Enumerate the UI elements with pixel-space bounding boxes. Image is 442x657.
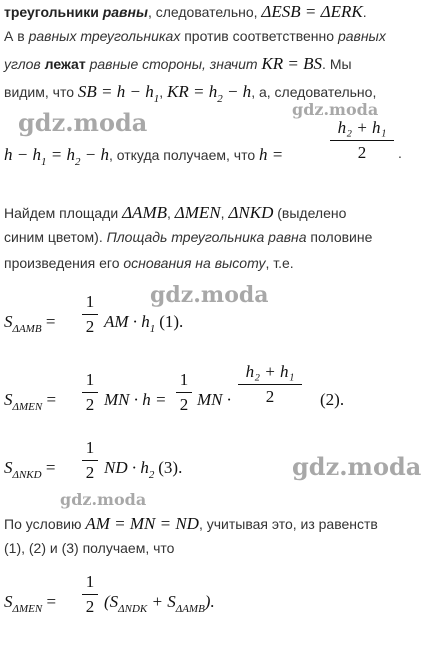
text: , учитывая это, из равенств bbox=[198, 516, 378, 532]
math: ). bbox=[204, 592, 215, 611]
math: MN · h = bbox=[104, 390, 167, 409]
math: = bbox=[45, 312, 56, 331]
subscript: 1 bbox=[149, 323, 156, 335]
text: . Мы bbox=[322, 56, 352, 72]
text: половине bbox=[306, 229, 373, 245]
text: углов bbox=[4, 56, 45, 72]
subscript: ΔNDK bbox=[118, 603, 148, 615]
text-line-4 bbox=[4, 82, 377, 105]
equation-tag: (2). bbox=[320, 390, 345, 409]
text-line-1 bbox=[4, 2, 367, 22]
para2-line-3 bbox=[4, 255, 294, 271]
para3-line-2 bbox=[4, 540, 174, 556]
denominator: 2 bbox=[85, 317, 95, 336]
text: Найдем площади bbox=[4, 205, 123, 221]
text-line-5 bbox=[4, 145, 284, 168]
numerator: 1 bbox=[82, 292, 98, 315]
math: ΔESB = ΔERK bbox=[261, 2, 363, 21]
fraction bbox=[82, 438, 98, 483]
denominator: 2 bbox=[85, 597, 95, 616]
text: равны bbox=[102, 4, 148, 20]
subscript: 2 bbox=[217, 93, 223, 105]
subscript: ΔAMB bbox=[12, 323, 42, 335]
text: (1), (2) и (3) получаем, что bbox=[4, 540, 175, 556]
math: = bbox=[45, 458, 56, 477]
numerator: h₂ + h₁ bbox=[330, 118, 394, 141]
text-line-3 bbox=[4, 54, 352, 74]
numerator: 1 bbox=[176, 370, 192, 393]
watermark: gdz.moda bbox=[150, 282, 269, 308]
denominator: 2 bbox=[85, 395, 95, 414]
math: AM · h bbox=[104, 312, 150, 331]
math: S bbox=[4, 312, 13, 331]
equation-2-mid bbox=[104, 390, 166, 410]
math: ΔNKD bbox=[228, 203, 274, 222]
math: AM = MN = ND bbox=[85, 514, 199, 533]
fraction bbox=[82, 292, 98, 337]
text: лежат bbox=[44, 56, 86, 72]
equation-3-rest bbox=[104, 458, 183, 481]
math: KR = h bbox=[167, 82, 218, 101]
fraction bbox=[238, 362, 302, 407]
text: видим, что bbox=[4, 84, 78, 100]
math: h − h bbox=[4, 145, 41, 164]
denominator: 2 bbox=[179, 395, 189, 414]
para2-line-1: Найдем площади ΔAMB, ΔMEN, ΔNKD (выделено bbox=[4, 203, 347, 222]
equation-tag: (1). bbox=[159, 312, 184, 331]
math: − h bbox=[222, 82, 252, 101]
fraction bbox=[82, 572, 98, 617]
text: против соответственно bbox=[180, 28, 338, 44]
text: . bbox=[398, 145, 402, 161]
subscript: ΔMEN bbox=[12, 401, 43, 413]
text: равные стороны, значит bbox=[85, 56, 262, 72]
text: равных треугольниках bbox=[28, 28, 181, 44]
equation-3 bbox=[4, 458, 56, 481]
subscript: 1 bbox=[40, 156, 47, 168]
math: + S bbox=[147, 592, 176, 611]
math: MN · bbox=[197, 390, 231, 409]
math: = h bbox=[46, 145, 75, 164]
math: SB = h − h bbox=[77, 82, 154, 101]
text: (выделено bbox=[273, 205, 347, 221]
text: основания на высоту bbox=[123, 255, 266, 271]
math: S bbox=[4, 390, 13, 409]
subscript: ΔNKD bbox=[12, 469, 42, 481]
math: h = bbox=[259, 145, 284, 164]
numerator: 1 bbox=[82, 370, 98, 393]
text: , откуда получаем, что bbox=[108, 147, 260, 163]
equation-4-rest bbox=[104, 592, 215, 615]
text-line-2 bbox=[4, 28, 386, 44]
equation-2-rest bbox=[197, 390, 231, 410]
fraction bbox=[82, 370, 98, 415]
equation-4 bbox=[4, 592, 57, 615]
text: , следовательно, bbox=[147, 4, 262, 20]
subscript: 1 bbox=[153, 93, 160, 105]
math: ΔMEN bbox=[174, 203, 221, 222]
subscript: ΔAMB bbox=[175, 603, 205, 615]
watermark: gdz.moda bbox=[18, 108, 148, 137]
denominator: 2 bbox=[265, 387, 275, 406]
denominator: 2 bbox=[357, 143, 367, 162]
equation-2 bbox=[4, 390, 57, 413]
equation-1-rest bbox=[104, 312, 184, 335]
math: ΔAMB bbox=[122, 203, 167, 222]
math: ND · h bbox=[104, 458, 149, 477]
text: равных bbox=[337, 28, 386, 44]
subscript: 2 bbox=[148, 469, 155, 481]
watermark: gdz.moda bbox=[292, 452, 422, 481]
text: . bbox=[362, 4, 367, 20]
numerator: h₂ + h₁ bbox=[238, 362, 302, 385]
denominator: 2 bbox=[85, 463, 95, 482]
math: = bbox=[46, 592, 57, 611]
text: , bbox=[159, 84, 167, 100]
equation-1 bbox=[4, 312, 56, 335]
numerator: 1 bbox=[82, 572, 98, 595]
math: − h bbox=[80, 145, 109, 164]
text: произведения его bbox=[4, 255, 124, 271]
subscript: 2 bbox=[74, 156, 81, 168]
text: треугольники bbox=[4, 4, 99, 20]
math: S bbox=[4, 592, 13, 611]
text: Площадь треугольника равна bbox=[106, 229, 307, 245]
watermark: gdz.moda bbox=[292, 100, 379, 119]
watermark: gdz.moda bbox=[60, 490, 147, 509]
text: По условию bbox=[4, 516, 86, 532]
numerator: 1 bbox=[82, 438, 98, 461]
equation-tag: (3). bbox=[158, 458, 183, 477]
text: , а, следовательно, bbox=[251, 84, 377, 100]
para3-line-1 bbox=[4, 514, 378, 534]
fraction bbox=[176, 370, 192, 415]
math: (S bbox=[104, 592, 119, 611]
fraction bbox=[330, 118, 394, 163]
text: , т.е. bbox=[265, 255, 294, 271]
math: = bbox=[46, 390, 57, 409]
text: А в bbox=[4, 28, 29, 44]
math: S bbox=[4, 458, 13, 477]
text: синим цветом). bbox=[4, 229, 107, 245]
math: KR = BS bbox=[261, 54, 323, 73]
para2-line-2 bbox=[4, 229, 372, 245]
subscript: ΔMEN bbox=[12, 603, 43, 615]
